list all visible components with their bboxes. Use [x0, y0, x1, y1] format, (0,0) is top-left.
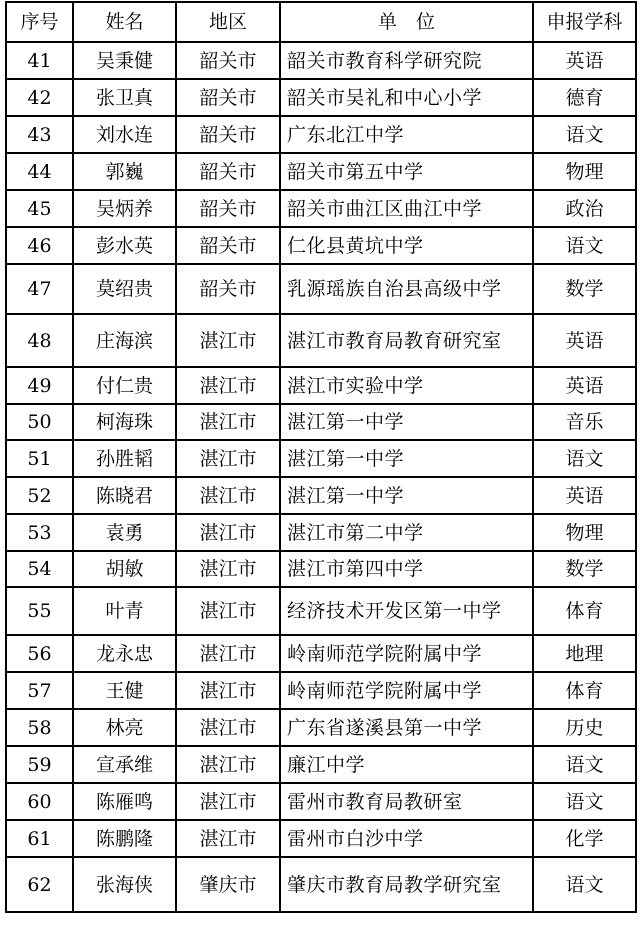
- cell-subject: 物理: [533, 153, 636, 190]
- header-unit: 单 位: [280, 2, 533, 42]
- cell-no: 55: [6, 587, 73, 635]
- cell-name: 叶青: [73, 587, 176, 635]
- cell-region: 湛江市: [176, 709, 280, 746]
- cell-name: 柯海珠: [73, 404, 176, 440]
- cell-unit: 韶关市教育科学研究院: [280, 42, 533, 79]
- header-row: [6, 2, 636, 42]
- cell-subject: 数学: [533, 551, 636, 587]
- cell-no: 51: [6, 440, 73, 477]
- cell-no: 50: [6, 404, 73, 440]
- cell-unit: 湛江市第四中学: [280, 551, 533, 587]
- cell-region: 韶关市: [176, 116, 280, 153]
- cell-name: 陈晓君: [73, 477, 176, 514]
- cell-name: 陈鹏隆: [73, 820, 176, 857]
- cell-region: 湛江市: [176, 367, 280, 404]
- table-row: [6, 367, 636, 404]
- cell-subject: 语文: [533, 783, 636, 820]
- cell-no: 46: [6, 227, 73, 264]
- cell-name: 刘水连: [73, 116, 176, 153]
- cell-subject: 体育: [533, 587, 636, 635]
- cell-no: 54: [6, 551, 73, 587]
- table-row: [6, 551, 636, 587]
- table-row: [6, 404, 636, 440]
- cell-no: 45: [6, 190, 73, 227]
- cell-region: 湛江市: [176, 783, 280, 820]
- cell-unit: 广东北江中学: [280, 116, 533, 153]
- cell-region: 湛江市: [176, 551, 280, 587]
- cell-region: 韶关市: [176, 79, 280, 116]
- header-name: 姓名: [73, 2, 176, 42]
- cell-name: 张海侠: [73, 857, 176, 912]
- cell-region: 湛江市: [176, 314, 280, 367]
- cell-subject: 数学: [533, 264, 636, 314]
- cell-subject: 语文: [533, 227, 636, 264]
- cell-no: 41: [6, 42, 73, 79]
- cell-region: 韶关市: [176, 264, 280, 314]
- cell-name: 袁勇: [73, 514, 176, 551]
- table-row: [6, 709, 636, 746]
- cell-unit: 肇庆市教育局教学研究室: [280, 857, 533, 912]
- cell-unit: 雷州市白沙中学: [280, 820, 533, 857]
- cell-no: 59: [6, 746, 73, 783]
- cell-unit: 岭南师范学院附属中学: [280, 635, 533, 672]
- table-row: [6, 820, 636, 857]
- cell-no: 58: [6, 709, 73, 746]
- cell-subject: 语文: [533, 746, 636, 783]
- table-row: [6, 672, 636, 709]
- cell-name: 张卫真: [73, 79, 176, 116]
- table-row: [6, 587, 636, 635]
- cell-unit: 湛江市第二中学: [280, 514, 533, 551]
- table-row: [6, 314, 636, 367]
- cell-subject: 政治: [533, 190, 636, 227]
- table-row: [6, 746, 636, 783]
- cell-name: 陈雁鸣: [73, 783, 176, 820]
- roster-table-container: [5, 1, 635, 913]
- cell-unit: 经济技术开发区第一中学: [280, 587, 533, 635]
- cell-subject: 物理: [533, 514, 636, 551]
- cell-name: 郭巍: [73, 153, 176, 190]
- table-row: [6, 227, 636, 264]
- cell-name: 付仁贵: [73, 367, 176, 404]
- cell-no: 47: [6, 264, 73, 314]
- cell-name: 庄海滨: [73, 314, 176, 367]
- cell-no: 62: [6, 857, 73, 912]
- cell-region: 湛江市: [176, 440, 280, 477]
- cell-subject: 语文: [533, 857, 636, 912]
- table-row: [6, 116, 636, 153]
- cell-region: 湛江市: [176, 746, 280, 783]
- cell-region: 湛江市: [176, 477, 280, 514]
- cell-subject: 音乐: [533, 404, 636, 440]
- cell-no: 48: [6, 314, 73, 367]
- cell-subject: 英语: [533, 477, 636, 514]
- table-row: [6, 79, 636, 116]
- table-row: [6, 190, 636, 227]
- cell-no: 42: [6, 79, 73, 116]
- table-row: [6, 514, 636, 551]
- cell-name: 吴炳养: [73, 190, 176, 227]
- table-row: [6, 42, 636, 79]
- cell-name: 龙永忠: [73, 635, 176, 672]
- table-row: [6, 440, 636, 477]
- cell-name: 宣承维: [73, 746, 176, 783]
- cell-name: 胡敏: [73, 551, 176, 587]
- cell-unit: 湛江市教育局教育研究室: [280, 314, 533, 367]
- cell-region: 肇庆市: [176, 857, 280, 912]
- header-subject: 申报学科: [533, 2, 636, 42]
- cell-region: 湛江市: [176, 635, 280, 672]
- table-row: [6, 477, 636, 514]
- cell-name: 吴秉健: [73, 42, 176, 79]
- cell-name: 王健: [73, 672, 176, 709]
- cell-no: 61: [6, 820, 73, 857]
- cell-name: 莫绍贵: [73, 264, 176, 314]
- cell-no: 56: [6, 635, 73, 672]
- cell-unit: 韶关市吴礼和中心小学: [280, 79, 533, 116]
- cell-subject: 英语: [533, 42, 636, 79]
- cell-region: 韶关市: [176, 153, 280, 190]
- header-no: 序号: [6, 2, 73, 42]
- cell-no: 57: [6, 672, 73, 709]
- cell-unit: 湛江第一中学: [280, 477, 533, 514]
- cell-name: 彭水英: [73, 227, 176, 264]
- table-row: [6, 264, 636, 314]
- cell-unit: 仁化县黄坑中学: [280, 227, 533, 264]
- cell-subject: 英语: [533, 367, 636, 404]
- cell-no: 49: [6, 367, 73, 404]
- cell-no: 44: [6, 153, 73, 190]
- cell-unit: 雷州市教育局教研室: [280, 783, 533, 820]
- cell-no: 60: [6, 783, 73, 820]
- cell-region: 湛江市: [176, 514, 280, 551]
- cell-unit: 岭南师范学院附属中学: [280, 672, 533, 709]
- cell-unit: 乳源瑶族自治县高级中学: [280, 264, 533, 314]
- cell-no: 52: [6, 477, 73, 514]
- cell-region: 韶关市: [176, 227, 280, 264]
- cell-name: 孙胜韬: [73, 440, 176, 477]
- header-region: 地区: [176, 2, 280, 42]
- cell-region: 韶关市: [176, 42, 280, 79]
- cell-region: 韶关市: [176, 190, 280, 227]
- cell-unit: 广东省遂溪县第一中学: [280, 709, 533, 746]
- cell-subject: 英语: [533, 314, 636, 367]
- cell-subject: 德育: [533, 79, 636, 116]
- cell-unit: 湛江第一中学: [280, 440, 533, 477]
- table-row: [6, 783, 636, 820]
- cell-subject: 地理: [533, 635, 636, 672]
- table-row: [6, 857, 636, 912]
- cell-unit: 韶关市第五中学: [280, 153, 533, 190]
- cell-unit: 韶关市曲江区曲江中学: [280, 190, 533, 227]
- cell-subject: 历史: [533, 709, 636, 746]
- table-row: [6, 153, 636, 190]
- cell-region: 湛江市: [176, 404, 280, 440]
- cell-region: 湛江市: [176, 820, 280, 857]
- cell-subject: 体育: [533, 672, 636, 709]
- cell-region: 湛江市: [176, 672, 280, 709]
- cell-unit: 湛江市实验中学: [280, 367, 533, 404]
- roster-table: [5, 1, 637, 913]
- cell-name: 林亮: [73, 709, 176, 746]
- cell-unit: 廉江中学: [280, 746, 533, 783]
- cell-subject: 语文: [533, 440, 636, 477]
- cell-no: 43: [6, 116, 73, 153]
- cell-region: 湛江市: [176, 587, 280, 635]
- cell-unit: 湛江第一中学: [280, 404, 533, 440]
- cell-subject: 语文: [533, 116, 636, 153]
- table-row: [6, 635, 636, 672]
- cell-subject: 化学: [533, 820, 636, 857]
- cell-no: 53: [6, 514, 73, 551]
